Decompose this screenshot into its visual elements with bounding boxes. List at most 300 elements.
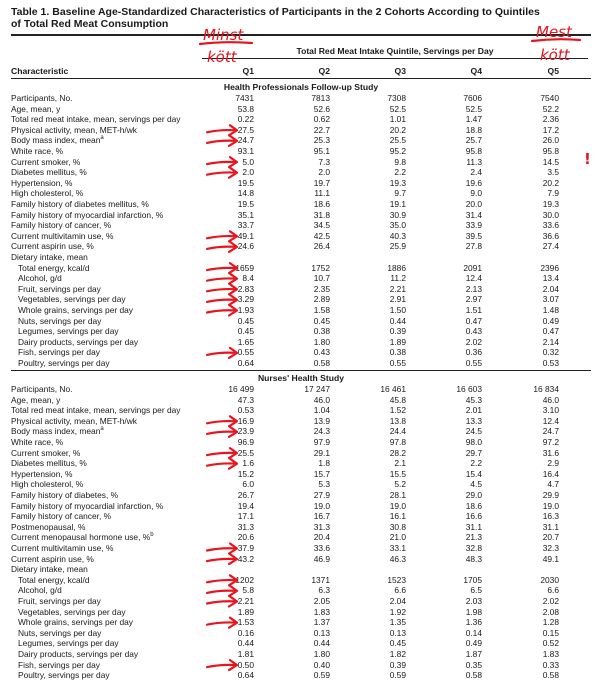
cell-q3: 5.2 [394,479,406,490]
handwritten-exclamation: ! [584,150,591,168]
cell-q5: 0.53 [542,358,559,368]
red-arrow-mark [207,242,237,252]
cell-q5: 4.7 [547,479,559,490]
row-label: Body mass index, mean$^a$ [11,135,104,146]
cell-q1: 0.64 [237,670,254,681]
cell-q2: 1.58 [313,305,330,315]
cell-q5: 0.15 [542,627,559,638]
cell-q4: 0.43 [465,326,482,337]
cell-q3: 1.52 [389,405,406,416]
cell-q4: 24.5 [465,426,482,437]
cell-q2: 22.7 [313,124,330,135]
cell-q3: 2.2 [394,167,406,178]
cell-q4: 0.55 [465,358,482,368]
row-label: Dietary intake, mean [11,564,88,575]
row-label: Legumes, servings per day [18,638,119,649]
row-label: Total energy, kcal/d [18,262,90,273]
cell-q2: 34.5 [313,220,330,231]
cell-q2: 2.0 [318,167,330,178]
cell-q4: 12.4 [465,273,482,284]
cell-q1: 5.8 [242,585,254,596]
section-title-hpfs: Health Professionals Follow-up Study [223,82,379,92]
cell-q5: 49.1 [542,553,559,564]
cell-q2: 13.9 [313,415,330,426]
cell-q3: 13.8 [389,415,406,426]
row-label: High cholesterol, % [11,479,84,490]
cell-q1: 1.93 [237,305,254,315]
cell-q5: 20.7 [542,532,559,543]
cell-q5: 7540 [540,93,559,103]
cell-q4: 16 603 [456,384,482,394]
cell-q5: 16 834 [533,384,559,394]
cell-q1: 6.0 [242,479,254,490]
cell-q5: 0.52 [542,638,559,649]
cell-q1: 2.83 [237,283,254,294]
row-label: Nuts, servings per day [18,315,102,326]
cell-q3: 28.2 [389,447,406,458]
cell-q1: 49.1 [237,230,254,241]
cell-q3: 25.5 [389,135,406,146]
red-arrow-mark [207,168,237,178]
red-arrow-mark [207,284,237,294]
red-arrow-mark [207,586,237,596]
cell-q1: 5.0 [242,156,254,167]
section-title-nhs: Nurses' Health Study [257,373,345,383]
red-arrow-mark [207,125,237,135]
cell-q3: 1.92 [389,606,406,617]
row-label: Body mass index, mean$^a$ [11,426,104,437]
red-arrow-mark [207,306,237,316]
cell-q2: 10.7 [313,273,330,284]
cell-q2: 31.3 [313,521,330,532]
row-label: High cholesterol, % [11,188,84,199]
cell-q3: 24.4 [389,426,406,437]
cell-q4: 2.02 [465,336,482,347]
cell-q5: 12.4 [542,415,559,426]
cell-q1: 16 499 [228,384,254,394]
row-label: Physical activity, mean, MET-h/wk [11,124,137,135]
cell-q3: 0.44 [389,315,406,326]
cell-q4: 1.98 [465,606,482,617]
cell-q3: 9.8 [394,156,406,167]
cell-q4: 52.5 [465,103,482,114]
cell-q2: 1752 [311,262,330,273]
cell-q4: 1.36 [465,617,482,628]
cell-q2: 46.0 [313,394,330,405]
cell-q1: 1.53 [237,617,254,628]
row-label: Family history of diabetes mellitus, % [11,199,149,209]
row-label: Postmenopausal, % [11,521,86,532]
cell-q1: 0.45 [237,315,254,326]
quintile-spanner-header: Total Red Meat Intake Quintile, Servings per Day [296,46,494,56]
cell-q2: 0.40 [313,659,330,670]
handwritten-minst: Minst [203,26,244,44]
row-label: Hypertension, % [11,468,73,479]
cell-q4: 11.3 [466,156,482,167]
cell-q3: 1.01 [389,114,406,125]
cell-q3: 2.21 [389,283,406,294]
cell-q1: 1202 [235,574,254,585]
cell-q2: 25.3 [313,135,330,146]
cell-q3: 16 461 [380,384,406,394]
cell-q3: 0.45 [389,638,406,649]
cell-q4: 1705 [463,574,482,585]
row-label: Participants, No. [11,93,73,103]
cell-q5: 0.49 [542,315,559,326]
cell-q4: 2.4 [470,167,482,178]
cell-q1: 53.8 [237,103,254,114]
column-header-characteristic: Characteristic [11,66,69,76]
cell-q4: 1.87 [465,649,482,659]
cell-q5: 36.6 [542,230,559,241]
row-label: Total energy, kcal/d [18,574,90,585]
cell-q1: 0.55 [237,347,254,358]
cell-q1: 3.29 [237,294,254,305]
cell-q5: 46.0 [542,394,559,405]
cell-q1: 0.16 [237,627,254,638]
cell-q4: 2.13 [465,283,482,294]
cell-q5: 31.1 [542,521,559,532]
cell-q5: 2.9 [547,458,559,469]
cell-q3: 0.38 [389,347,406,358]
cell-q5: 97.2 [542,437,559,447]
row-label: Family history of diabetes, % [11,490,119,500]
cell-q4: 32.8 [465,543,482,553]
cell-q1: 96.9 [237,437,254,447]
cell-q3: 0.55 [389,358,406,368]
cell-q3: 1.35 [389,617,406,628]
cell-q3: 2.1 [394,458,406,469]
cell-q1: 19.5 [237,177,254,188]
cell-q2: 2.05 [313,596,330,606]
row-label: Legumes, servings per day [18,326,119,337]
row-label: Alcohol, g/d [18,273,62,284]
cell-q4: 31.4 [465,209,482,220]
cell-q2: 0.58 [313,358,330,368]
cell-q4: 18.8 [465,124,482,135]
cell-q2: 0.45 [313,315,330,326]
cell-q5: 14.5 [542,156,559,167]
cell-q2: 95.1 [313,146,330,156]
red-arrow-mark [207,459,237,469]
cell-q5: 2030 [540,574,559,585]
cell-q1: 0.64 [237,358,254,368]
cell-q3: 45.8 [389,394,406,405]
cell-q4: 0.35 [465,659,482,670]
cell-q3: 1886 [387,262,406,273]
cell-q1: 27.5 [237,124,254,135]
cell-q5: 3.5 [547,167,559,178]
red-arrow-mark [207,544,237,554]
cell-q5: 2.14 [542,336,559,347]
cell-q4: 16.6 [465,511,482,522]
cell-q5: 29.9 [542,490,559,500]
cell-q2: 7.3 [318,156,330,167]
cell-q4: 15.4 [465,468,482,479]
cell-q3: 0.13 [389,627,406,638]
cell-q3: 19.0 [389,500,406,511]
cell-q5: 3.07 [542,294,559,305]
cell-q2: 27.9 [313,490,330,500]
cell-q4: 9.0 [470,188,482,199]
row-label: Current multivitamin use, % [11,230,114,241]
row-label: Dairy products, servings per day [18,649,139,659]
cell-q1: 26.7 [237,490,254,500]
cell-q5: 1.28 [542,617,559,628]
cell-q1: 0.45 [237,326,254,337]
cell-q4: 19.6 [465,177,482,188]
row-label: Participants, No. [11,384,73,394]
cell-q1: 1.81 [237,649,254,659]
cell-q5: 27.4 [542,241,559,252]
cell-q1: 31.3 [237,521,254,532]
cell-q2: 97.9 [313,437,330,447]
cell-q5: 52.2 [542,103,559,114]
cell-q5: 16.4 [542,468,559,479]
red-arrow-mark [207,157,237,167]
cell-q2: 24.3 [313,426,330,437]
row-label: Current smoker, % [11,447,81,458]
cell-q4: 2091 [463,262,482,273]
cell-q4: 33.9 [465,220,482,231]
cell-q4: 21.3 [465,532,482,543]
cell-q3: 16.1 [389,511,406,522]
footnote-marker: a [100,426,104,433]
cell-q5: 0.58 [542,670,559,681]
cell-q1: 15.2 [237,468,254,479]
cell-q3: 0.39 [389,326,406,337]
cell-q4: 20.0 [465,199,482,209]
cell-q3: 30.9 [389,209,406,220]
cell-q2: 26.4 [313,241,330,252]
cell-q4: 31.1 [465,521,482,532]
cell-q3: 21.0 [389,532,406,543]
cell-q3: 9.7 [394,188,406,199]
row-label: Fish, servings per day [18,659,100,670]
row-label: Poultry, servings per day [18,358,110,368]
cell-q2: 7813 [311,93,330,103]
cell-q2: 16.7 [313,511,330,522]
cell-q3: 46.3 [389,553,406,564]
cell-q1: 20.6 [237,532,254,543]
cell-q3: 28.1 [389,490,406,500]
row-label: Dairy products, servings per day [18,336,139,347]
handwritten-arrows [200,39,580,670]
cell-q3: 1.82 [389,649,406,659]
row-label: Current multivitamin use, % [11,543,114,553]
row-label: Current smoker, % [11,156,81,167]
cell-q5: 7.9 [547,188,559,199]
cell-q1: 0.44 [237,638,254,649]
row-label: Age, mean, y [11,103,61,114]
row-label: Hypertension, % [11,177,73,188]
row-label: Poultry, servings per day [18,670,110,681]
cell-q4: 29.0 [465,490,482,500]
cell-q2: 15.7 [313,468,330,479]
cell-q2: 0.59 [313,670,330,681]
red-arrow-mark [207,597,237,607]
row-label: Vegetables, servings per day [18,294,126,305]
cell-q3: 19.1 [389,199,406,209]
cell-q2: 1.04 [313,405,330,416]
row-label: White race, % [11,146,64,156]
cell-q2: 11.1 [314,188,330,199]
cell-q3: 11.2 [390,273,406,284]
handwritten-kott-right: kött [540,46,570,64]
cell-q4: 0.58 [465,670,482,681]
cell-q5: 0.33 [542,659,559,670]
column-header-q1: Q1 [242,66,254,76]
row-label: Vegetables, servings per day [18,606,126,617]
row-label: Current aspirin use, % [11,241,94,252]
cell-q2: 5.3 [318,479,330,490]
cell-q2: 1.37 [313,617,330,628]
cell-q1: 1.65 [237,336,254,347]
handwritten-kott-left: kött [207,48,237,66]
red-arrow-mark [207,231,237,241]
footnote-marker: b [150,532,154,539]
row-label: Total red meat intake, mean, servings per day [11,405,181,416]
cell-q2: 29.1 [313,447,330,458]
cell-q2: 2.35 [313,283,330,294]
cell-q3: 0.39 [389,659,406,670]
cell-q3: 40.3 [389,230,406,241]
cell-q1: 25.5 [237,447,254,458]
cell-q2: 42.5 [313,230,330,241]
column-header-q2: Q2 [318,66,330,76]
cell-q4: 1.47 [465,114,482,125]
cell-q4: 18.6 [465,500,482,511]
cell-q1: 93.1 [237,146,254,156]
row-label: Current aspirin use, % [11,553,94,564]
row-label: Total red meat intake, mean, servings per day [11,114,181,125]
cell-q1: 1.6 [242,458,254,469]
cell-q2: 52.6 [313,103,330,114]
cell-q2: 2.89 [313,294,330,305]
cell-q4: 48.3 [465,553,482,564]
cell-q5: 2.02 [542,596,559,606]
cell-q3: 95.2 [389,146,406,156]
cell-q5: 0.32 [542,347,559,358]
cell-q5: 24.7 [542,426,559,437]
row-label: Family history of cancer, % [11,220,112,231]
cell-q5: 32.3 [542,543,559,553]
row-label: Physical activity, mean, MET-h/wk [11,415,137,426]
cell-q3: 6.6 [394,585,406,596]
cell-q2: 1.80 [313,649,330,659]
row-label: Whole grains, servings per day [18,305,133,315]
table-title-line-1: Table 1. Baseline Age-Standardized Characteristics of Participants in the 2 Cohorts According to Quintiles [11,6,540,18]
red-arrow-mark [207,416,237,426]
cell-q3: 25.9 [389,241,406,252]
cell-q1: 33.7 [237,220,254,231]
cell-q2: 19.0 [313,500,330,511]
cell-q4: 13.3 [465,415,482,426]
cell-q2: 0.38 [313,326,330,337]
cell-q5: 2.08 [542,606,559,617]
cell-q1: 1659 [235,262,254,273]
cell-q2: 33.6 [313,543,330,553]
cell-q3: 1.50 [389,305,406,315]
cell-q5: 16.3 [542,511,559,522]
row-label: Family history of myocardial infarction, % [11,500,164,511]
cell-q2: 0.13 [313,627,330,638]
cell-q5: 17.2 [542,124,559,135]
cell-q5: 6.6 [547,585,559,596]
cell-q1: 0.53 [237,405,254,416]
cell-q3: 1.89 [389,336,406,347]
row-label: Whole grains, servings per day [18,617,133,628]
cell-q1: 19.5 [237,199,254,209]
cell-q2: 31.8 [313,209,330,220]
cell-q5: 2396 [540,262,559,273]
row-label: Age, mean, y [11,394,61,405]
cell-q5: 1.83 [542,649,559,659]
red-arrow-mark [207,427,237,437]
cell-q4: 45.3 [465,394,482,405]
footnote-marker: a [100,135,104,142]
red-arrow-mark [207,263,237,273]
cell-q3: 33.1 [389,543,406,553]
cell-q4: 2.01 [465,405,482,416]
cell-q1: 24.7 [237,135,254,146]
column-header-q4: Q4 [470,66,482,76]
row-label: Fruit, servings per day [18,596,101,606]
cell-q2: 19.7 [313,177,330,188]
red-arrow-mark [207,348,237,358]
cell-q4: 1.51 [465,305,482,315]
cell-q3: 2.91 [389,294,406,305]
cell-q3: 15.5 [389,468,406,479]
cell-q5: 2.36 [542,114,559,125]
column-header-q5: Q5 [547,66,559,76]
row-label: Current menopausal hormone use, %$^b$ [11,532,154,543]
cell-q1: 37.9 [237,543,254,553]
cell-q3: 97.8 [389,437,406,447]
cell-q4: 7606 [463,93,482,103]
row-label: Fish, servings per day [18,347,100,358]
cell-q4: 6.5 [470,585,482,596]
cell-q1: 1.89 [237,606,254,617]
cell-q5: 31.6 [542,447,559,458]
cell-q3: 2.04 [389,596,406,606]
red-arrow-mark [207,618,237,628]
cell-q5: 19.0 [542,500,559,511]
cell-q2: 6.3 [318,585,330,596]
row-label: Nuts, servings per day [18,627,102,638]
table-title-line-2: of Total Red Meat Consumption [11,18,169,30]
cell-q4: 39.5 [465,230,482,241]
red-arrow-mark [207,295,237,305]
cell-q5: 20.2 [542,177,559,188]
cell-q1: 0.22 [237,114,254,125]
cell-q5: 33.6 [542,220,559,231]
cell-q3: 52.5 [389,103,406,114]
cell-q1: 14.8 [237,188,254,199]
cell-q2: 1.8 [318,458,330,469]
red-arrow-mark [207,554,237,564]
cell-q2: 0.62 [313,114,330,125]
cell-q2: 1.80 [313,336,330,347]
cell-q3: 0.59 [389,670,406,681]
cell-q1: 23.9 [237,426,254,437]
cell-q3: 1523 [387,574,406,585]
row-label: White race, % [11,437,64,447]
cell-q1: 17.1 [237,511,254,522]
cell-q4: 2.97 [465,294,482,305]
row-label: Alcohol, g/d [18,585,62,596]
cell-q4: 0.49 [465,638,482,649]
